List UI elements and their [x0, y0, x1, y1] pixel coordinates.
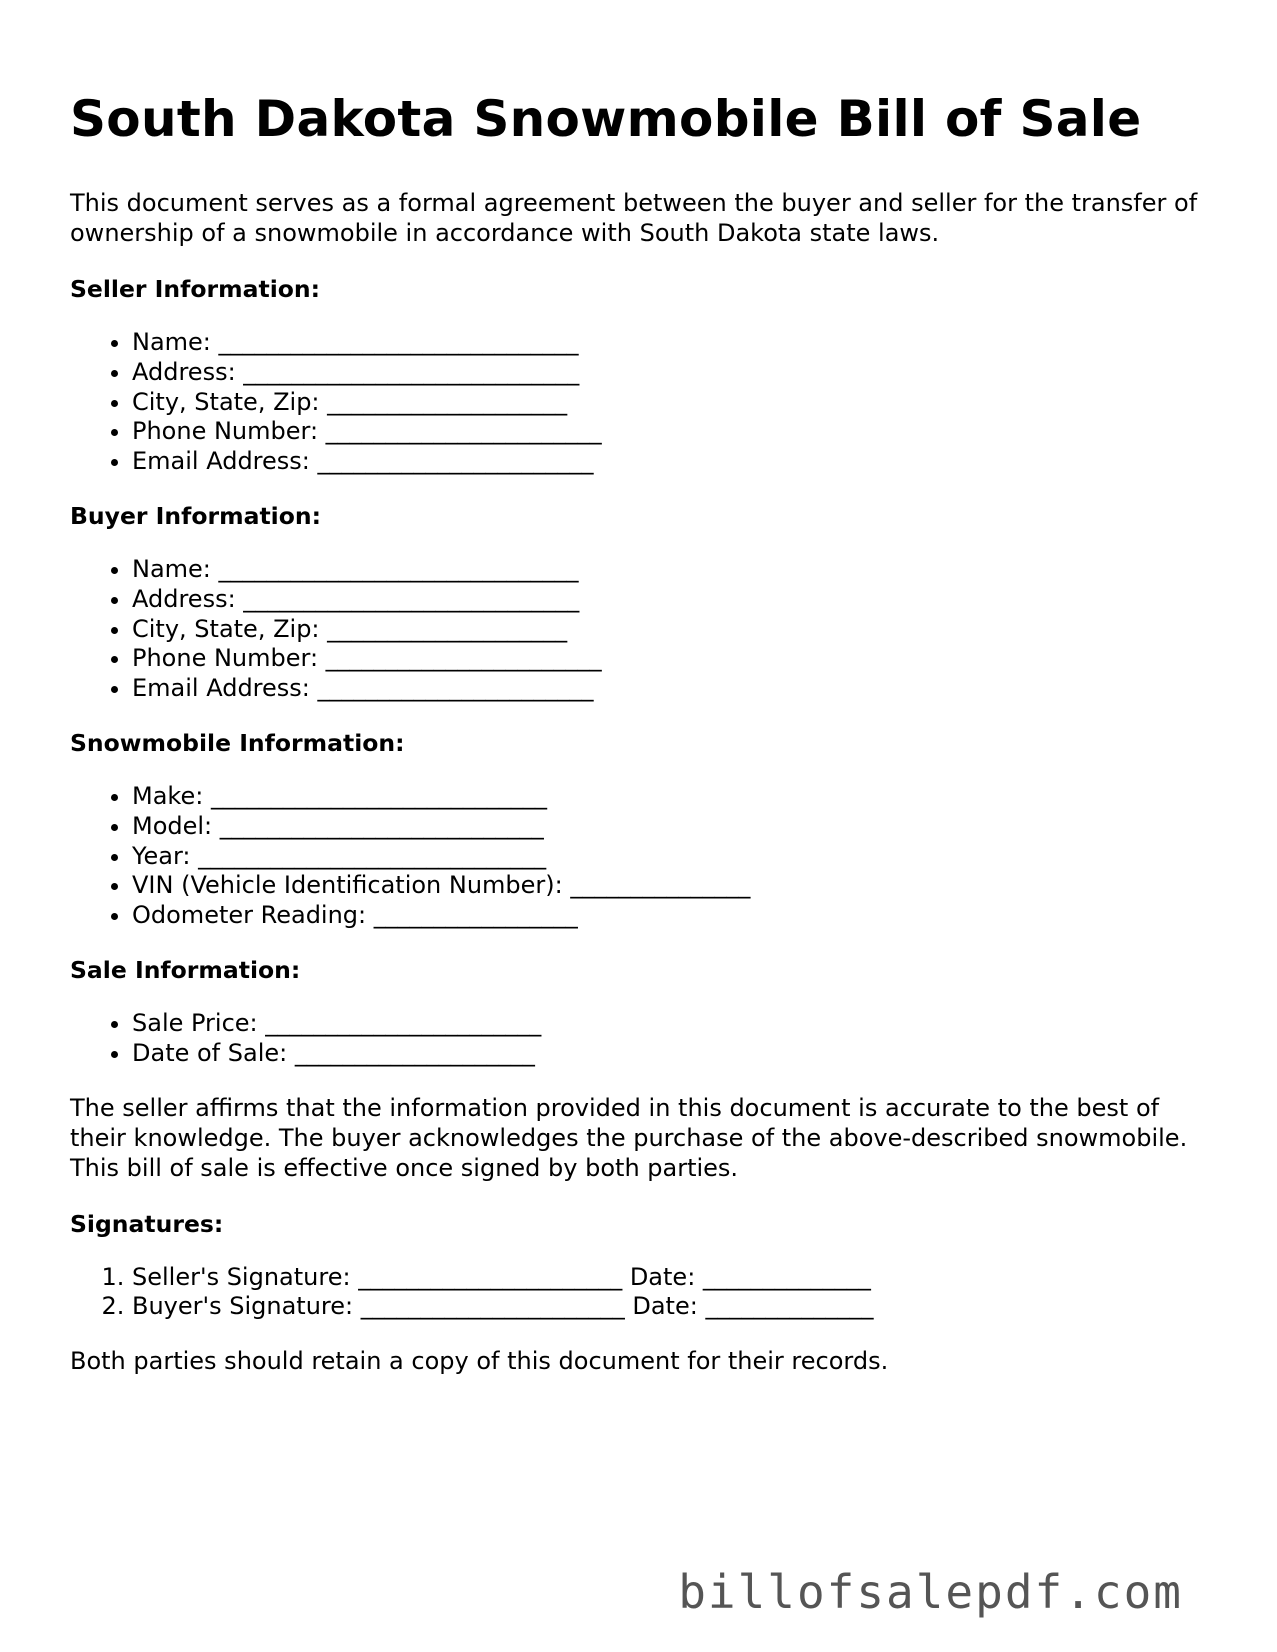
retain-copy-note: Both parties should retain a copy of this document for their records. [70, 1347, 889, 1376]
snowmobile-field-list [70, 782, 1210, 931]
sale-heading: Sale Information: [70, 955, 301, 984]
seller-field-list [70, 328, 1210, 477]
buyer-phone-field: • Phone Number: _______________________ [132, 644, 1210, 674]
sale-price-field: • Sale Price: _______________________ [132, 1009, 1210, 1039]
seller-email-field: • Email Address: _______________________ [132, 447, 1210, 477]
signature-list [70, 1263, 1210, 1323]
snowmobile-year-field: • Year: _____________________________ [132, 842, 1210, 872]
site-watermark: billofsalepdf.com [678, 1565, 1183, 1619]
seller-heading: Seller Information: [70, 275, 321, 303]
buyer-email-field: • Email Address: _______________________ [132, 674, 1210, 704]
buyer-field-list [70, 555, 1210, 704]
seller-address-field: • Address: ____________________________ [132, 358, 1210, 388]
document-page [70, 80, 1210, 1376]
buyer-city-state-zip-field: • City, State, Zip: ____________________ [132, 615, 1210, 645]
buyer-signature-line: 2. Buyer's Signature: ______________________ Date: ______________ [132, 1292, 1210, 1322]
sale-field-list [70, 1009, 1210, 1069]
seller-phone-field: • Phone Number: _______________________ [132, 417, 1210, 447]
signatures-heading: Signatures: [70, 1209, 224, 1238]
snowmobile-heading: Snowmobile Information: [70, 728, 405, 757]
snowmobile-model-field: • Model: ___________________________ [132, 812, 1210, 842]
buyer-heading: Buyer Information: [70, 501, 322, 530]
buyer-name-field: • Name: ______________________________ [132, 555, 1210, 585]
seller-city-state-zip-field: • City, State, Zip: ____________________ [132, 388, 1210, 418]
seller-signature-line: 1. Seller's Signature: ______________________ Date: ______________ [132, 1263, 1210, 1293]
affirmation-paragraph: The seller affirms that the information provided in this document is accurate to the best of their knowledge. The buyer acknowledges the purchase of the above-described snowmobile. This bill of sale is effective once signed by both parties. [70, 1093, 1188, 1182]
snowmobile-make-field: • Make: ____________________________ [132, 782, 1210, 812]
sale-date-field: • Date of Sale: ____________________ [132, 1039, 1210, 1069]
document-title: South Dakota Snowmobile Bill of Sale [70, 90, 1142, 148]
seller-name-field: • Name: ______________________________ [132, 328, 1210, 358]
snowmobile-odometer-field: • Odometer Reading: _________________ [132, 901, 1210, 931]
intro-paragraph: This document serves as a formal agreement between the buyer and seller for the transfer of ownership of a snowmobile in accordance with South Dakota state laws. [70, 189, 1198, 247]
buyer-address-field: • Address: ____________________________ [132, 585, 1210, 615]
snowmobile-vin-field: • VIN (Vehicle Identification Number): _______________ [132, 871, 1210, 901]
